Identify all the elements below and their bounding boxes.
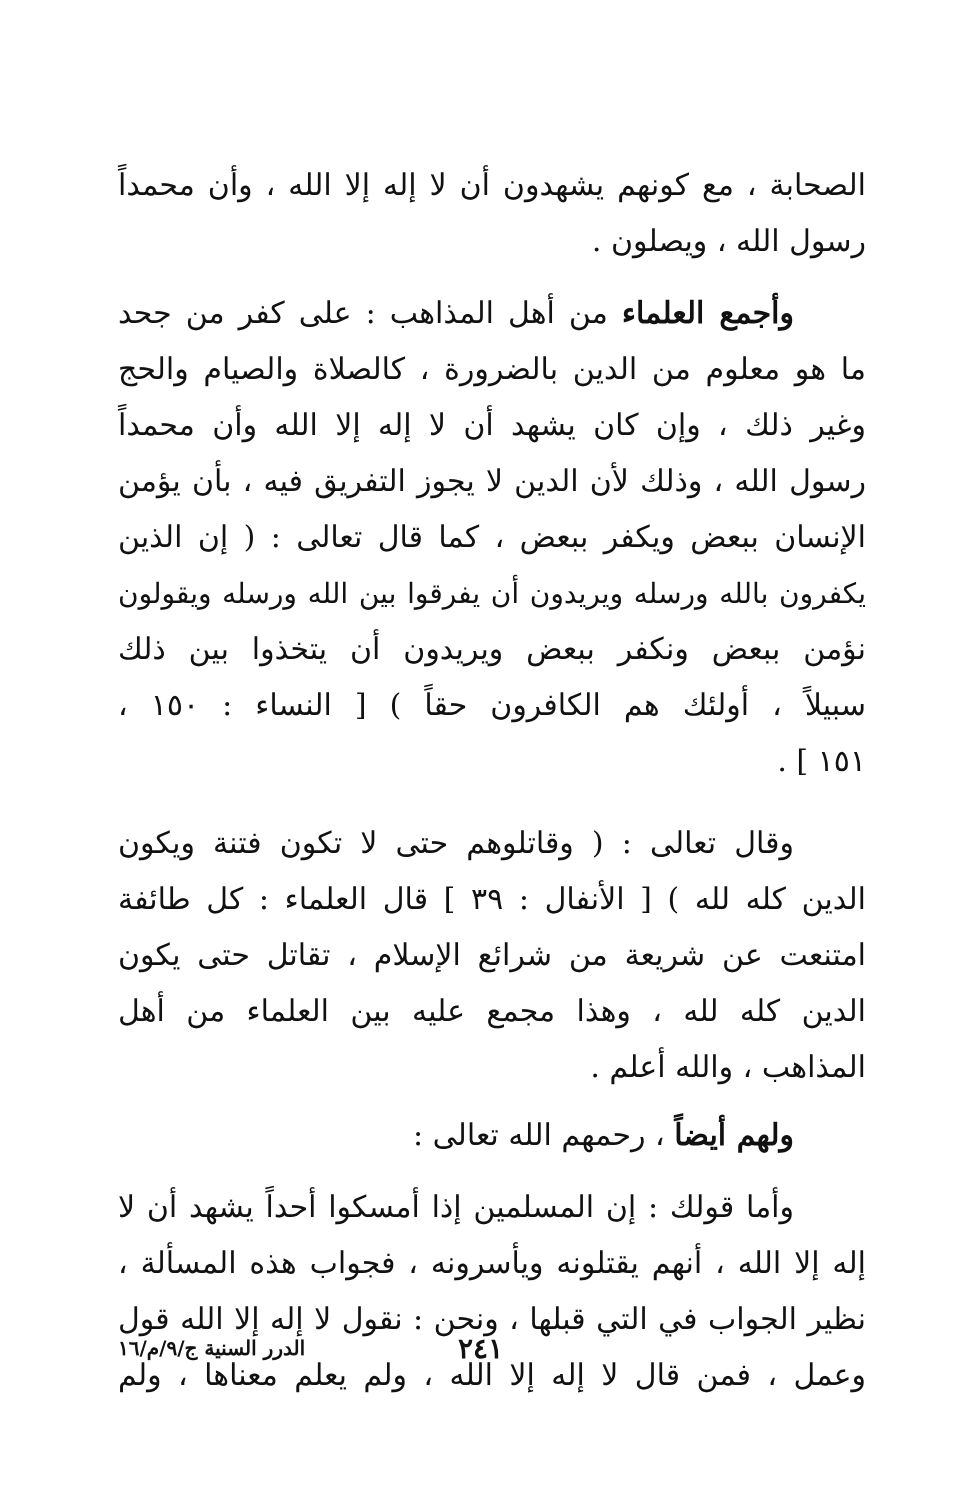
text-line: ما هو معلوم من الدين بالضرورة ، كالصلاة والصيام والحج bbox=[118, 352, 866, 387]
text-line: الدين كله لله ، وهذا مجمع عليه بين العلماء من أهل bbox=[118, 994, 866, 1029]
text-line: المذاهب ، والله أعلم . bbox=[590, 1050, 866, 1085]
text-line: وقال تعالى : ( وقاتلوهم حتى لا تكون فتنة ويكون bbox=[118, 826, 794, 861]
text-line bbox=[118, 286, 866, 342]
text-line: إله إلا الله ، أنهم يقتلونه ويأسرونه ، فجواب هذه المسألة ، bbox=[118, 1246, 866, 1281]
text-line: رسول الله ، وذلك لأن الدين لا يجوز التفريق فيه ، بأن يؤمن bbox=[118, 464, 866, 499]
text-line: رسول الله ، ويصلون . bbox=[591, 224, 866, 259]
text-line: نؤمن ببعض ونكفر ببعض ويريدون أن يتخذوا بين ذلك bbox=[118, 632, 866, 667]
text-run: من أهل المذاهب : على كفر من جحد bbox=[118, 296, 622, 331]
text-line: يكفرون بالله ورسله ويريدون أن يفرقوا بين الله ورسله ويقولون bbox=[118, 577, 866, 610]
text-line: الدين كله لله ) [ الأنفال : ٣٩ ] قال العلماء : كل طائفة bbox=[118, 882, 866, 917]
text-line: وغير ذلك ، وإن كان يشهد أن لا إله إلا الله وأن محمداً bbox=[118, 408, 866, 443]
page-footer bbox=[118, 1332, 866, 1376]
text-line: امتنعت عن شريعة من شرائع الإسلام ، تقاتل حتى يكون bbox=[118, 938, 866, 973]
text-line: الإنسان ببعض ويكفر ببعض ، كما قال تعالى : ( إن الذين bbox=[118, 520, 867, 555]
text-line: سبيلاً ، أولئك هم الكافرون حقاً ) [ النساء : ١٥٠ ، bbox=[118, 688, 866, 723]
section-heading bbox=[118, 1108, 866, 1164]
page-body bbox=[118, 158, 866, 1404]
text-line: ١٥١ ] . bbox=[777, 744, 866, 779]
text-run: ، رحمهم الله تعالى : bbox=[413, 1118, 675, 1153]
text-line: وأما قولك : إن المسلمين إذا أمسكوا أحداً يشهد أن لا bbox=[118, 1190, 794, 1225]
text-line bbox=[118, 1108, 866, 1164]
text-line: نظير الجواب في التي قبلها ، ونحن : نقول لا إله إلا الله قول bbox=[118, 1302, 866, 1337]
source-reference: الدرر السنية ج/٩/م/١٦ bbox=[118, 1336, 306, 1360]
paragraph-lead: وأجمع العلماء bbox=[621, 296, 794, 331]
paragraph-3 bbox=[118, 816, 866, 1096]
page-number: ٢٤١ bbox=[458, 1332, 504, 1365]
text-line: الصحابة ، مع كونهم يشهدون أن لا إله إلا الله ، وأن محمداً bbox=[118, 168, 866, 203]
paragraph-lead: ولهم أيضاً bbox=[674, 1118, 794, 1153]
text-line: وعمل ، فمن قال لا إله إلا الله ، ولم يعلم معناها ، ولم bbox=[118, 1358, 866, 1393]
paragraph-1 bbox=[118, 158, 866, 270]
paragraph-2 bbox=[118, 286, 866, 790]
